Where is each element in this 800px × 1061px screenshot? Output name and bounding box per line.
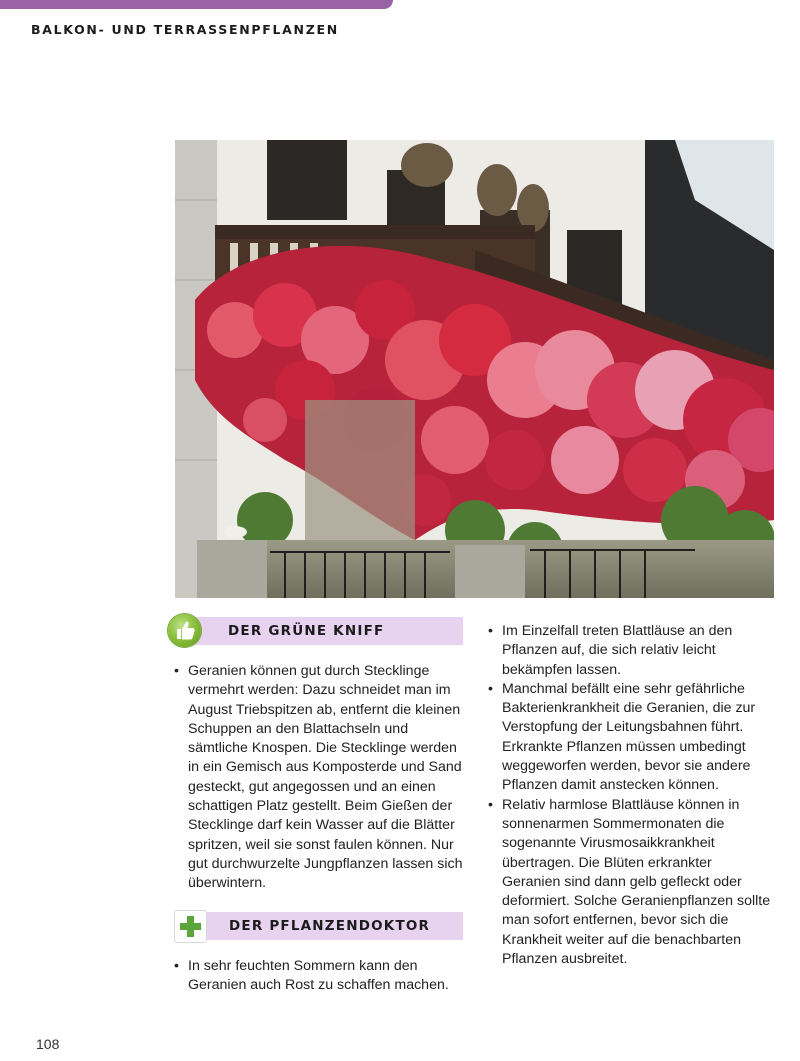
tip-box-body (174, 662, 464, 894)
tip-bullet: • Geranien können gut durch Stecklinge vermehrt werden: Dazu schneidet man im August Triebspitzen ab, entfernt die kleinen Schuppen an den Blattachseln und sämtliche Knospen. Die Stecklinge werden in ein Gemisch aus Komposterde und Sand gesteckt, gut angegossen und an einen schattigen Platz gestellt. Beim Gießen der Stecklinge darf kein Wasser auf die Blätter spritzen, weil sie sonst faulen können. Nur gut durchwurzelte Jungpflanzen lassen sich überwintern. (174, 662, 464, 894)
plus-cross-icon (174, 910, 207, 943)
right-bullet: • Im Einzelfall treten Blattläuse an den Pflanzen auf, die sich relativ leicht bekämpfen lassen. (488, 622, 773, 680)
doctor-box-header (186, 912, 463, 940)
right-bullet: • Manchmal befällt eine sehr gefährliche Bakterienkrankheit die Geranien, die zur Verstopfung der Leitungsbahnen führt. Erkrankte Pflanzen müssen umbedingt weggeworfen werden, bevor sie andere Pflanzen damit anstecken können. (488, 680, 773, 796)
doctor-box-body (174, 957, 469, 996)
section-tab (0, 0, 393, 9)
doctor-box-title: DER PFLANZENDOKTOR (229, 918, 431, 934)
running-head: BALKON- UND TERRASSENPFLANZEN (31, 22, 339, 37)
balcony-geraniums-photo (175, 140, 774, 598)
right-column-body (488, 622, 773, 969)
thumbs-up-icon (168, 614, 201, 647)
right-bullet: • Relativ harmlose Blattläuse können in sonnenarmen Sommermonaten die sogenannte Virusmosaikkrankheit übertragen. Die Blüten erkrankter Geranien sind dann gelb gefleckt oder deformiert. Solche Geranienpflanzen sollte man sofort entfernen, bevor sich die Krankheit weiter auf die benachbarten Pflanzen ausbreitet. (488, 796, 773, 970)
page-number: 108 (36, 1036, 60, 1052)
tip-box-title: DER GRÜNE KNIFF (228, 623, 385, 639)
doctor-bullet: • In sehr feuchten Sommern kann den Geranien auch Rost zu schaffen machen. (174, 957, 469, 996)
tip-box-header (186, 617, 463, 645)
